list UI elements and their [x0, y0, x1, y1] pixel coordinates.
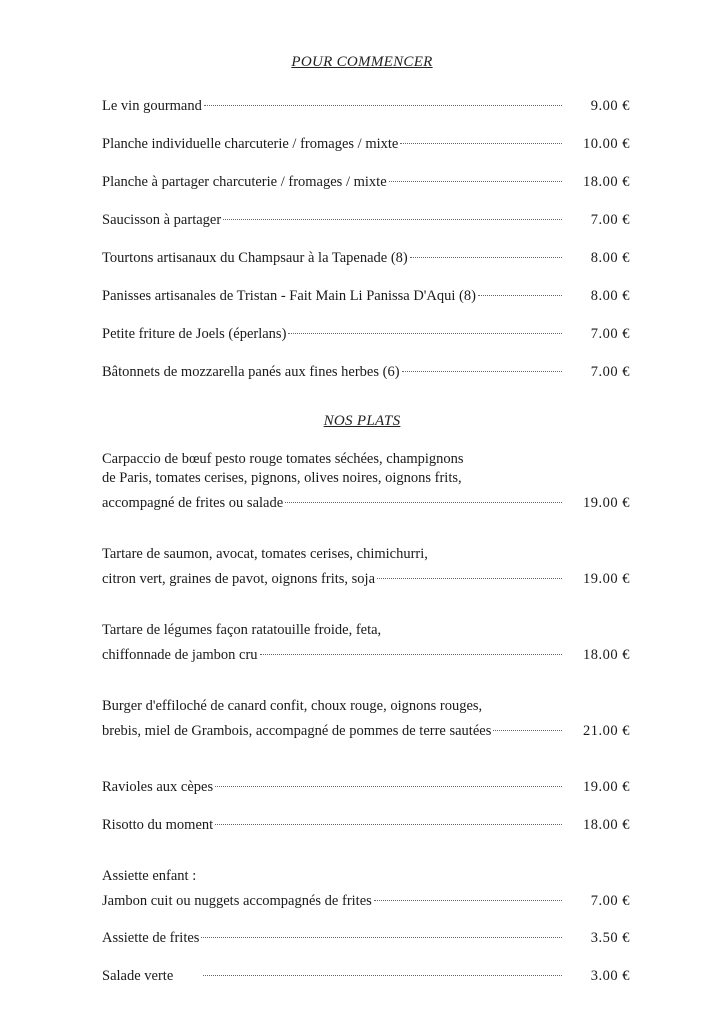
menu-item-planche-partager [102, 167, 630, 192]
menu-item-risotto [102, 810, 630, 835]
item-price: 18.00 € [583, 817, 630, 833]
dot-leader [493, 716, 562, 735]
menu-item-ravioles [102, 772, 630, 797]
item-price: 7.00 € [590, 364, 630, 380]
menu-item-tartare-saumon [102, 545, 630, 589]
item-name: Le vin gourmand [102, 98, 202, 114]
section-title-starters: POUR COMMENCER [291, 54, 433, 70]
menu-item-carpaccio [102, 450, 630, 513]
item-name: citron vert, graines de pavot, oignons frits, soja [102, 571, 376, 587]
item-price: 8.00 € [590, 250, 630, 266]
menu-item-vin-gourmand [102, 91, 630, 116]
item-description-line: Assiette enfant : [102, 868, 197, 884]
item-name: accompagné de frites ou salade [102, 495, 284, 511]
item-description-line: Tartare de légumes façon ratatouille froide, feta, [102, 622, 382, 638]
menu-item-friture [102, 319, 630, 344]
item-price: 19.00 € [583, 495, 630, 511]
dot-leader [203, 961, 562, 980]
menu-item-salade-verte [102, 961, 630, 986]
dot-leader [389, 167, 562, 186]
menu-item-burger [102, 697, 630, 741]
item-description-line: Carpaccio de bœuf pesto rouge tomates séchées, champignons [102, 451, 464, 467]
item-name: Panisses artisanales de Tristan - Fait Main Li Panissa D'Aqui (8) [102, 288, 476, 304]
menu-item-panisses [102, 281, 630, 306]
item-price: 21.00 € [583, 723, 630, 739]
dot-leader [215, 810, 562, 829]
menu-item-planche-individuelle [102, 129, 630, 154]
item-name: Tourtons artisanaux du Champsaur à la Tapenade (8) [102, 250, 408, 266]
item-name: Saucisson à partager [102, 212, 222, 228]
menu-item-batonnets [102, 357, 630, 382]
item-price: 3.50 € [590, 930, 630, 946]
dot-leader [374, 886, 562, 905]
item-name: Risotto du moment [102, 817, 214, 833]
section-title-mains: NOS PLATS [323, 413, 401, 429]
menu-item-assiette-enfant [102, 867, 630, 911]
item-description-line: Burger d'effiloché de canard confit, choux rouge, oignons rouges, [102, 698, 483, 714]
menu-item-saucisson [102, 205, 630, 230]
item-price: 8.00 € [590, 288, 630, 304]
item-price: 18.00 € [583, 174, 630, 190]
dot-leader [201, 923, 562, 942]
item-price: 7.00 € [590, 893, 630, 909]
dot-leader [223, 205, 562, 224]
dot-leader [260, 640, 562, 659]
menu-item-tourtons [102, 243, 630, 268]
item-name: Planche à partager charcuterie / fromages / mixte [102, 174, 387, 190]
dot-leader [285, 488, 562, 507]
item-description-line: Tartare de saumon, avocat, tomates cerises, chimichurri, [102, 546, 428, 562]
dot-leader [377, 564, 562, 583]
item-price: 3.00 € [590, 968, 630, 984]
menu-item-assiette-frites [102, 923, 630, 948]
dot-leader [478, 281, 562, 300]
item-price: 9.00 € [590, 98, 630, 114]
dot-leader [402, 357, 562, 376]
menu-item-tartare-legumes [102, 621, 630, 665]
item-description-line: de Paris, tomates cerises, pignons, olives noires, oignons frits, [102, 470, 462, 486]
item-name: Bâtonnets de mozzarella panés aux fines herbes (6) [102, 364, 400, 380]
item-name: chiffonnade de jambon cru [102, 647, 258, 663]
item-name: Assiette de frites [102, 930, 200, 946]
item-name: Ravioles aux cèpes [102, 779, 214, 795]
item-price: 7.00 € [590, 212, 630, 228]
dot-leader [215, 772, 562, 791]
item-name: Petite friture de Joels (éperlans) [102, 326, 287, 342]
item-name: Salade verte [102, 968, 174, 984]
item-name: brebis, miel de Grambois, accompagné de pommes de terre sautées [102, 723, 492, 739]
dot-leader [288, 319, 562, 338]
dot-leader [410, 243, 562, 262]
item-price: 19.00 € [583, 571, 630, 587]
item-price: 7.00 € [590, 326, 630, 342]
dot-leader [400, 129, 562, 148]
item-price: 10.00 € [583, 136, 630, 152]
dot-leader [204, 91, 562, 110]
item-name: Planche individuelle charcuterie / fromages / mixte [102, 136, 399, 152]
item-name: Jambon cuit ou nuggets accompagnés de frites [102, 893, 372, 909]
item-price: 18.00 € [583, 647, 630, 663]
item-price: 19.00 € [583, 779, 630, 795]
